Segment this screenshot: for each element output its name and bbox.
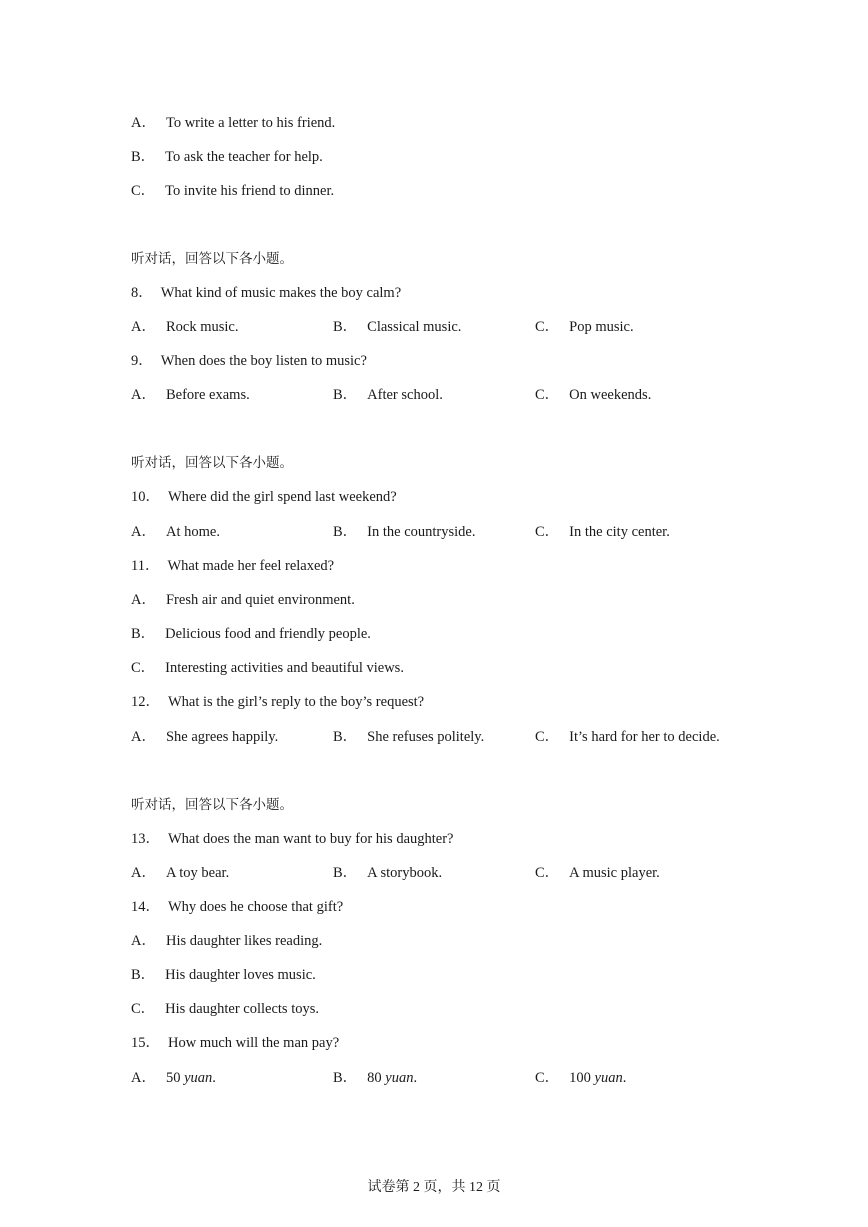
q13-option-b: B． A storybook.	[333, 865, 443, 881]
q9-option-b: B． After school.	[333, 387, 443, 403]
q11-option-c: C． Interesting activities and beautiful views.	[131, 660, 404, 676]
q13-option-c: C． A music player.	[535, 865, 660, 881]
q14-option-c: C． His daughter collects toys.	[131, 1001, 320, 1017]
q8-option-a: A． Rock music.	[131, 319, 239, 335]
q9-question: 9． When does the boy listen to music?	[131, 353, 367, 369]
q12-question: 12． What is the girl’s reply to the boy’s request?	[131, 694, 425, 710]
q14-option-b: B． His daughter loves music.	[131, 967, 316, 983]
q8-options	[131, 317, 831, 337]
q10-options	[131, 522, 831, 542]
q15-options	[131, 1068, 831, 1088]
q15-question: 15． How much will the man pay?	[131, 1035, 340, 1051]
section-instruction: 听对话，回答以下各小题。	[131, 455, 293, 471]
q13-question: 13． What does the man want to buy for his daughter?	[131, 831, 454, 847]
q7-option-c: C． To invite his friend to dinner.	[131, 183, 335, 199]
q10-question: 10． Where did the girl spend last weekend?	[131, 489, 397, 505]
q10-option-c: C． In the city center.	[535, 524, 670, 540]
q14-question: 14． Why does he choose that gift?	[131, 899, 344, 915]
q12-options	[131, 727, 831, 747]
q9-option-a: A． Before exams.	[131, 387, 250, 403]
q10-option-b: B． In the countryside.	[333, 524, 476, 540]
q13-option-a: A． A toy bear.	[131, 865, 230, 881]
q7-option-b: B． To ask the teacher for help.	[131, 149, 323, 165]
q8-question: 8． What kind of music makes the boy calm?	[131, 285, 402, 301]
q12-option-b: B． She refuses politely.	[333, 729, 485, 745]
q10-option-a: A． At home.	[131, 524, 220, 540]
q11-option-b: B． Delicious food and friendly people.	[131, 626, 371, 642]
q9-options	[131, 385, 831, 405]
q11-question: 11． What made her feel relaxed?	[131, 558, 335, 574]
section-instruction: 听对话，回答以下各小题。	[131, 797, 293, 813]
q15-option-c: C． 100 yuan.	[535, 1070, 627, 1086]
page-footer: 试卷第 2 页，共 12 页	[367, 1180, 501, 1195]
q12-option-c: C． It’s hard for her to decide.	[535, 729, 720, 745]
q15-option-b: B． 80 yuan.	[333, 1070, 418, 1086]
q11-option-a: A． Fresh air and quiet environment.	[131, 592, 355, 608]
section-instruction: 听对话，回答以下各小题。	[131, 251, 293, 267]
q15-option-a: A． 50 yuan.	[131, 1070, 216, 1086]
q9-option-c: C． On weekends.	[535, 387, 652, 403]
q14-option-a: A． His daughter likes reading.	[131, 933, 323, 949]
q8-option-c: C． Pop music.	[535, 319, 634, 335]
q12-option-a: A． She agrees happily.	[131, 729, 279, 745]
q8-option-b: B． Classical music.	[333, 319, 462, 335]
q13-options	[131, 863, 831, 883]
q7-option-a: A． To write a letter to his friend.	[131, 115, 336, 131]
